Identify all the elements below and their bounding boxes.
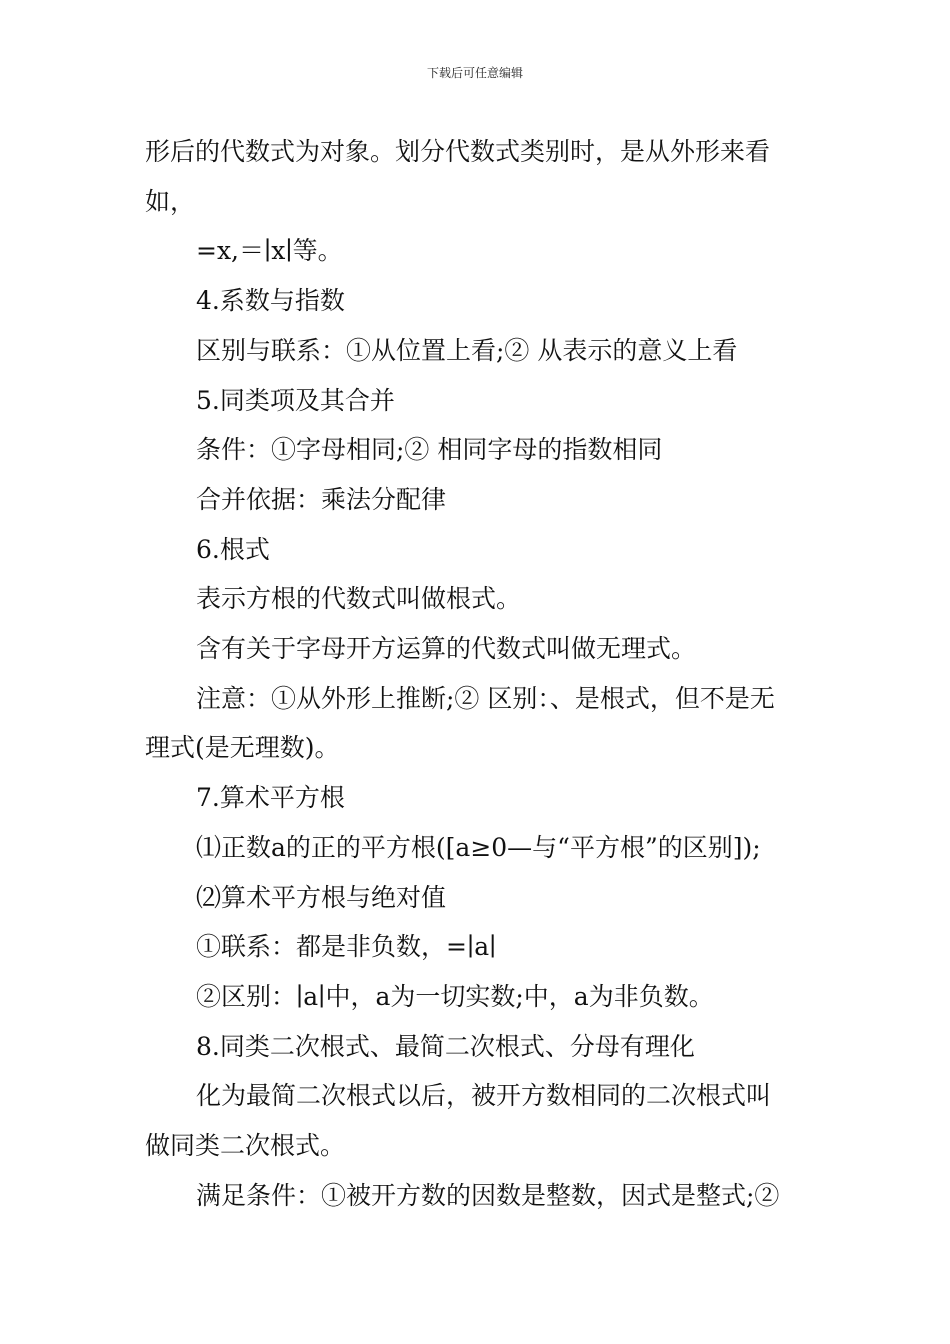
paragraph-3: =x,＝∣x∣等。 [196,236,343,266]
paragraph-7: 条件：①字母相同;② 相同字母的指数相同 [196,435,663,465]
page-header: 下载后可任意编辑 [426,66,523,80]
paragraph-17: ①联系：都是非负数，=∣a∣ [196,932,497,962]
paragraph-11: 含有关于字母开方运算的代数式叫做无理式。 [196,634,697,664]
paragraph-20: 化为最简二次根式以后，被开方数相同的二次根式叫 [196,1081,772,1111]
paragraph-21: 做同类二次根式。 [145,1131,346,1161]
paragraph-15: ⑴正数a的正的平方根([a≥0—与“平方根”的区别]); [196,832,761,862]
section-heading-4: 4.系数与指数 [196,286,345,316]
paragraph-18: ②区别：∣a∣中，a为一切实数;中，a为非负数。 [196,981,714,1011]
section-heading-8: 8.同类二次根式、最简二次根式、分母有理化 [196,1031,695,1061]
paragraph-5: 区别与联系：①从位置上看;② 从表示的意义上看 [196,335,738,365]
section-heading-6: 6.根式 [196,534,270,564]
document-body [145,127,815,1220]
paragraph-12: 注意：①从外形上推断;② 区别：、是根式，但不是无 [196,683,775,713]
paragraph-16: ⑵算术平方根与绝对值 [196,882,447,912]
section-heading-7: 7.算术平方根 [196,783,345,813]
paragraph-1: 形后的代数式为对象。划分代数式类别时，是从外形来看 [145,137,771,166]
paragraph-2: 如， [145,186,196,216]
paragraph-13: 理式(是无理数)。 [145,733,340,763]
paragraph-10: 表示方根的代数式叫做根式。 [196,584,522,614]
paragraph-22: 满足条件：①被开方数的因数是整数，因式是整式;② [196,1180,780,1210]
paragraph-8: 合并依据：乘法分配律 [196,484,447,514]
section-heading-5: 5.同类项及其合并 [196,385,395,415]
